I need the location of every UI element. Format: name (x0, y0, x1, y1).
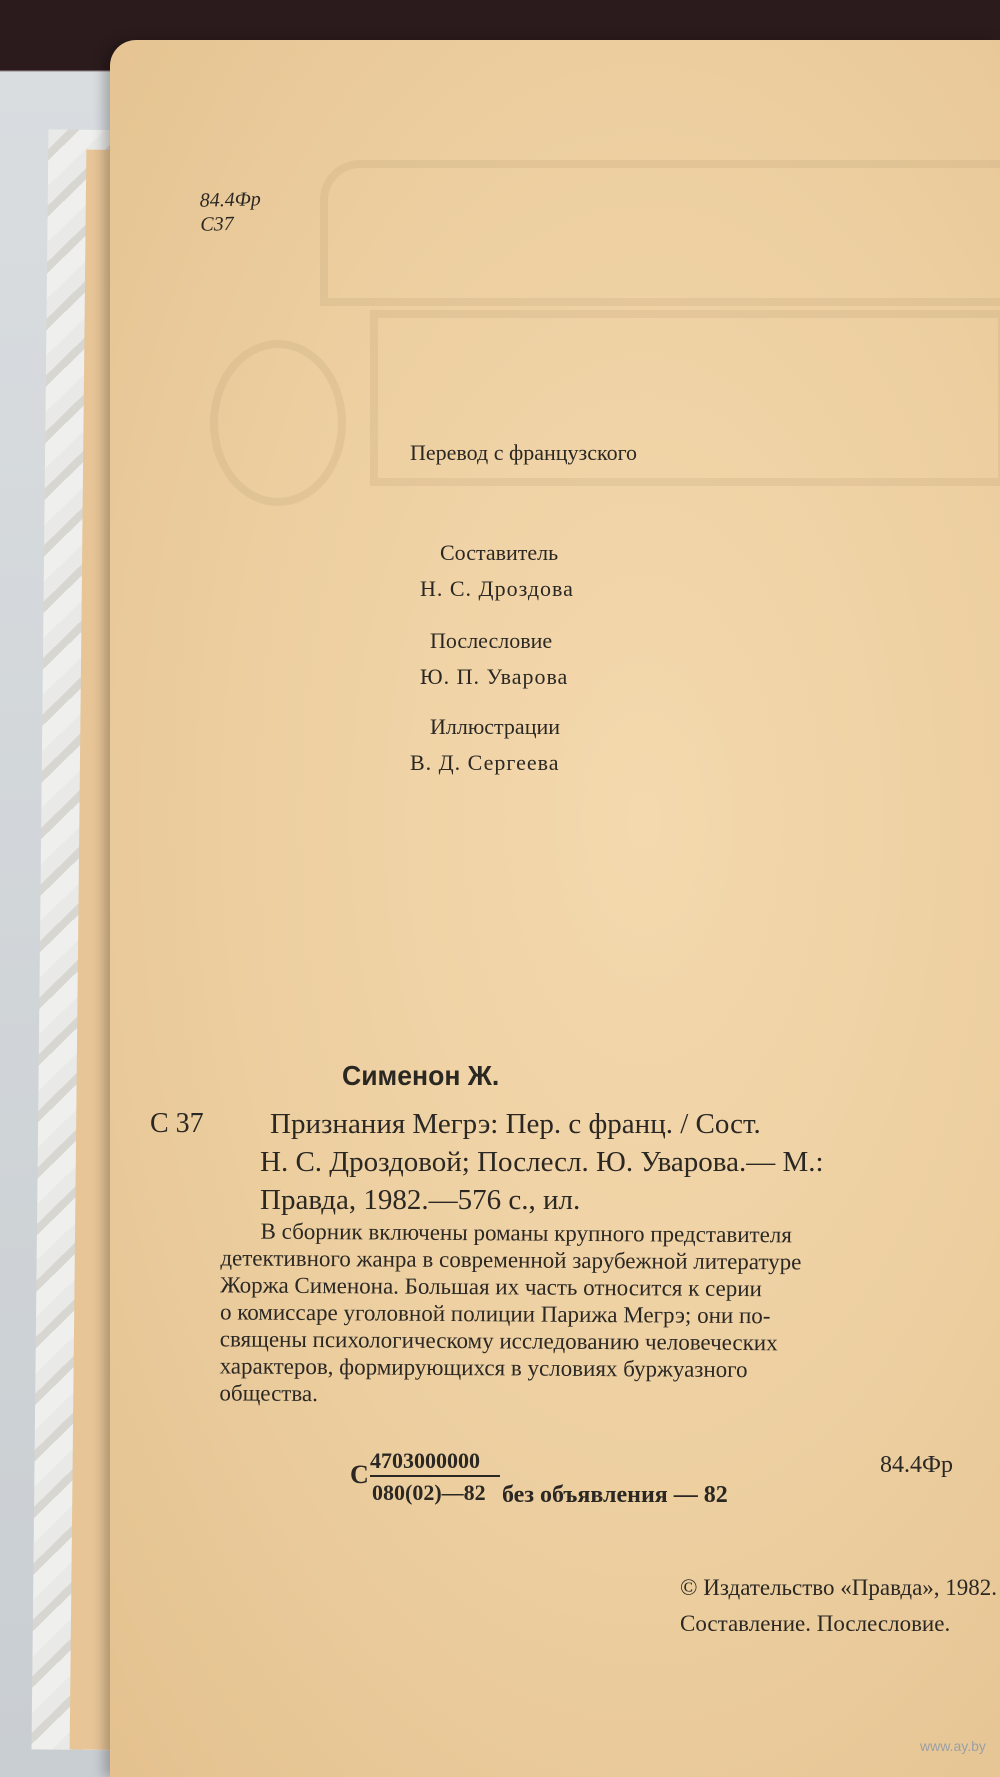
classification-line: 84.4Фр (199, 188, 262, 212)
annotation-line: о комиссаре уголовной полиции Парижа Мегрэ; они по- (219, 1299, 771, 1329)
annotation-line: священы психологическому исследованию человеческих (219, 1326, 778, 1356)
annotation-line: характеров, формирующихся в условиях буржуазного (219, 1353, 748, 1383)
annotation-line: общества. (219, 1380, 318, 1407)
fraction-denominator: 080(02)—82 (372, 1480, 486, 1505)
bbk-code: 84.4Фр (880, 1452, 953, 1478)
copyright-block (680, 1570, 997, 1642)
author-heading: Сименон Ж. (342, 1060, 500, 1091)
credit-name-afterword: Ю. П. Уварова (420, 664, 569, 689)
annotation-line: Жоржа Сименона. Большая их часть относится к серии (220, 1272, 763, 1302)
site-watermark: www.ay.by (920, 1738, 986, 1754)
copyright-line: Составление. Послесловие. (680, 1611, 951, 1636)
bleed-through-shape (210, 340, 346, 506)
fraction-prefix: С (350, 1460, 369, 1489)
index-code: С 37 (150, 1108, 204, 1139)
biblio-line: Н. С. Дроздовой; Послесл. Ю. Уварова.— М.: (260, 1146, 824, 1178)
book-page (110, 40, 1000, 1777)
biblio-line: Правда, 1982.—576 с., ил. (260, 1184, 581, 1216)
classification-line: С37 (200, 212, 234, 236)
classification-code-top (199, 187, 261, 237)
credit-role-illustrations: Иллюстрации (430, 714, 561, 739)
fraction-suffix: без объявления — 82 (502, 1482, 728, 1508)
copyright-line: © Издательство «Правда», 1982. (680, 1575, 998, 1600)
credit-name-illustrations: В. Д. Сергеева (410, 750, 560, 775)
credit-role-compiler: Составитель (440, 540, 559, 565)
biblio-line: Признания Мегрэ: Пер. с франц. / Сост. (270, 1108, 761, 1140)
credit-name-compiler: Н. С. Дроздова (420, 576, 574, 601)
translation-note: Перевод с французского (410, 440, 638, 465)
bibliographic-description (260, 1105, 970, 1219)
annotation-paragraph (219, 1217, 970, 1411)
annotation-line: детективного жанра в современной зарубежной литературе (220, 1245, 802, 1275)
annotation-line: В сборник включены романы крупного представителя (260, 1218, 793, 1248)
fraction-numerator: 4703000000 (370, 1448, 480, 1473)
credit-role-afterword: Послесловие (430, 628, 553, 653)
bleed-through-shape (320, 160, 1000, 306)
fraction-bar (370, 1475, 500, 1477)
